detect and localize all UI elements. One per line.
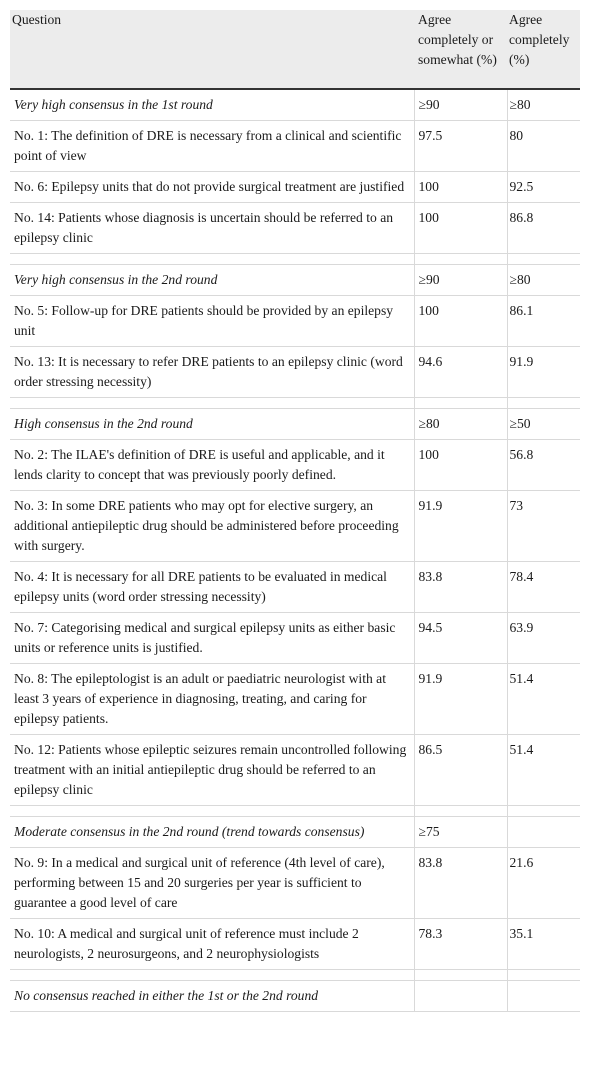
- question-cell: No. 5: Follow-up for DRE patients should be provided by an epilepsy unit: [10, 296, 414, 347]
- spacer-cell: [507, 970, 580, 981]
- agree-somewhat-cell: 91.9: [414, 491, 507, 562]
- agree-completely-cell: 78.4: [507, 562, 580, 613]
- agree-completely-cell: 63.9: [507, 613, 580, 664]
- agree-completely-cell: 80: [507, 121, 580, 172]
- agree-somewhat-cell: 83.8: [414, 562, 507, 613]
- agree-completely-cell: 35.1: [507, 919, 580, 970]
- question-cell: No. 8: The epileptologist is an adult or paediatric neurologist with at least 3 years of experience in diagnosing, treating, and caring for epilepsy patients.: [10, 664, 414, 735]
- question-cell: No. 10: A medical and surgical unit of reference must include 2 neurologists, 2 neurosurgeons, and 2 neurophysiologists: [10, 919, 414, 970]
- section-row: [10, 981, 580, 1012]
- header-agree-completely-or-somewhat: Agree completely or somewhat (%): [414, 10, 507, 89]
- agree-somewhat-cell: ≥90: [414, 265, 507, 296]
- table-row: [10, 735, 580, 806]
- spacer-cell: [10, 970, 414, 981]
- agree-somewhat-cell: ≥90: [414, 89, 507, 121]
- question-cell: No. 3: In some DRE patients who may opt for elective surgery, an additional antiepileptic drug should be administered before proceeding with surgery.: [10, 491, 414, 562]
- table-row: [10, 491, 580, 562]
- spacer-cell: [507, 254, 580, 265]
- agree-completely-cell: 86.1: [507, 296, 580, 347]
- agree-somewhat-cell: 100: [414, 203, 507, 254]
- table-row: [10, 203, 580, 254]
- section-row: [10, 409, 580, 440]
- question-cell: No. 14: Patients whose diagnosis is uncertain should be referred to an epilepsy clinic: [10, 203, 414, 254]
- spacer-cell: [414, 254, 507, 265]
- question-cell: No. 9: In a medical and surgical unit of reference (4th level of care), performing between 15 and 20 surgeries per year is sufficient to guarantee a good level of care: [10, 848, 414, 919]
- question-cell: No. 7: Categorising medical and surgical epilepsy units as either basic units or reference units is justified.: [10, 613, 414, 664]
- agree-completely-cell: 86.8: [507, 203, 580, 254]
- agree-completely-cell: 56.8: [507, 440, 580, 491]
- agree-completely-cell: 91.9: [507, 347, 580, 398]
- table-row: [10, 919, 580, 970]
- table-row: [10, 296, 580, 347]
- agree-somewhat-cell: 100: [414, 440, 507, 491]
- agree-somewhat-cell: 100: [414, 172, 507, 203]
- agree-completely-cell: 51.4: [507, 664, 580, 735]
- agree-somewhat-cell: 97.5: [414, 121, 507, 172]
- agree-somewhat-cell: ≥80: [414, 409, 507, 440]
- header-agree-completely: Agree completely (%): [507, 10, 580, 89]
- agree-somewhat-cell: 91.9: [414, 664, 507, 735]
- agree-completely-cell: 21.6: [507, 848, 580, 919]
- header-question: Question: [10, 10, 414, 89]
- agree-somewhat-cell: ≥75: [414, 817, 507, 848]
- agree-completely-cell: ≥80: [507, 265, 580, 296]
- spacer-row: [10, 398, 580, 409]
- question-cell: Very high consensus in the 1st round: [10, 89, 414, 121]
- agree-somewhat-cell: 100: [414, 296, 507, 347]
- agree-somewhat-cell: 86.5: [414, 735, 507, 806]
- question-cell: Very high consensus in the 2nd round: [10, 265, 414, 296]
- agree-somewhat-cell: [414, 981, 507, 1012]
- agree-completely-cell: 92.5: [507, 172, 580, 203]
- spacer-cell: [507, 398, 580, 409]
- spacer-cell: [414, 398, 507, 409]
- spacer-cell: [414, 806, 507, 817]
- spacer-cell: [507, 806, 580, 817]
- table-row: [10, 664, 580, 735]
- agree-completely-cell: [507, 981, 580, 1012]
- spacer-row: [10, 806, 580, 817]
- agree-completely-cell: [507, 817, 580, 848]
- spacer-cell: [414, 970, 507, 981]
- table-row: [10, 121, 580, 172]
- section-row: [10, 817, 580, 848]
- spacer-cell: [10, 398, 414, 409]
- question-cell: No. 6: Epilepsy units that do not provide surgical treatment are justified: [10, 172, 414, 203]
- question-cell: No. 12: Patients whose epileptic seizures remain uncontrolled following treatment with an initial antiepileptic drug should be referred to an epilepsy clinic: [10, 735, 414, 806]
- section-row: [10, 89, 580, 121]
- table-row: [10, 562, 580, 613]
- agree-completely-cell: 51.4: [507, 735, 580, 806]
- table-body: [10, 89, 580, 1012]
- spacer-cell: [10, 806, 414, 817]
- question-cell: No. 2: The ILAE's definition of DRE is useful and applicable, and it lends clarity to concept that was previously poorly defined.: [10, 440, 414, 491]
- agree-completely-cell: 73: [507, 491, 580, 562]
- agree-completely-cell: ≥50: [507, 409, 580, 440]
- table-row: [10, 440, 580, 491]
- consensus-table: [10, 10, 580, 1012]
- spacer-row: [10, 254, 580, 265]
- question-cell: No. 13: It is necessary to refer DRE patients to an epilepsy clinic (word order stressing necessity): [10, 347, 414, 398]
- question-cell: No consensus reached in either the 1st or the 2nd round: [10, 981, 414, 1012]
- question-cell: No. 1: The definition of DRE is necessary from a clinical and scientific point of view: [10, 121, 414, 172]
- agree-somewhat-cell: 94.5: [414, 613, 507, 664]
- agree-somewhat-cell: 78.3: [414, 919, 507, 970]
- agree-somewhat-cell: 83.8: [414, 848, 507, 919]
- section-row: [10, 265, 580, 296]
- table-row: [10, 172, 580, 203]
- table-row: [10, 848, 580, 919]
- spacer-row: [10, 970, 580, 981]
- spacer-cell: [10, 254, 414, 265]
- agree-completely-cell: ≥80: [507, 89, 580, 121]
- table-row: [10, 347, 580, 398]
- question-cell: Moderate consensus in the 2nd round (trend towards consensus): [10, 817, 414, 848]
- table-row: [10, 613, 580, 664]
- question-cell: No. 4: It is necessary for all DRE patients to be evaluated in medical epilepsy units (word order stressing necessity): [10, 562, 414, 613]
- header-row: [10, 10, 580, 89]
- question-cell: High consensus in the 2nd round: [10, 409, 414, 440]
- agree-somewhat-cell: 94.6: [414, 347, 507, 398]
